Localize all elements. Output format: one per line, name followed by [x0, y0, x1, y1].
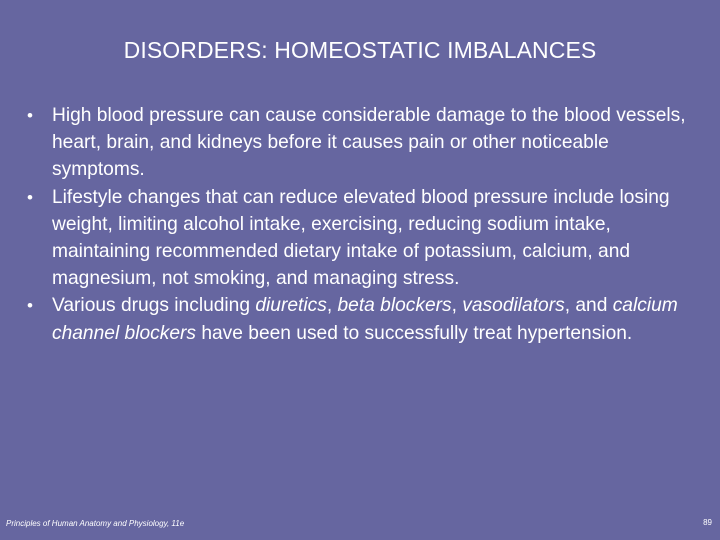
bullet-text	[52, 295, 678, 343]
bullet-text-segment: ,	[451, 295, 463, 317]
slide-title: DISORDERS: HOMEOSTATIC IMBALANCES	[123, 37, 597, 63]
bullet-text: Lifestyle changes that can reduce elevated blood pressure include losing weight, limiting alcohol intake, exercising, reducing sodium intake, maintaining recommended dietary intake of potassium, calcium, and magnesium, not smoking, and managing stress.	[52, 186, 670, 290]
bullet-text: High blood pressure can cause considerable damage to the blood vessels, heart, brain, and kidneys before it causes pain or other noticeable symptoms.	[52, 105, 686, 181]
bullet-item	[27, 102, 697, 184]
page-number: 89	[703, 518, 712, 527]
bullet-text-segment: ,	[326, 295, 338, 317]
bullet-text-segment: , and	[564, 295, 613, 317]
bullet-list	[27, 102, 697, 347]
bullet-item	[27, 292, 697, 346]
drug-class-vasodilators: vasodilators	[462, 295, 565, 317]
bullet-marker: •	[27, 106, 33, 125]
bullet-marker: •	[27, 296, 33, 316]
drug-class-diuretics: diuretics	[255, 295, 327, 317]
bullet-marker: •	[27, 187, 33, 207]
bullet-text-segment: Various drugs including	[52, 295, 256, 317]
bullet-item	[27, 184, 697, 293]
footer-book-title: Principles of Human Anatomy and Physiology, 11e	[6, 519, 185, 528]
drug-class-calcium-channel-blockers: calcium channel blockers	[52, 295, 678, 344]
bullet-text-segment: have been used to successfully treat hypertension.	[196, 322, 633, 344]
drug-class-beta-blockers: beta blockers	[337, 295, 452, 317]
